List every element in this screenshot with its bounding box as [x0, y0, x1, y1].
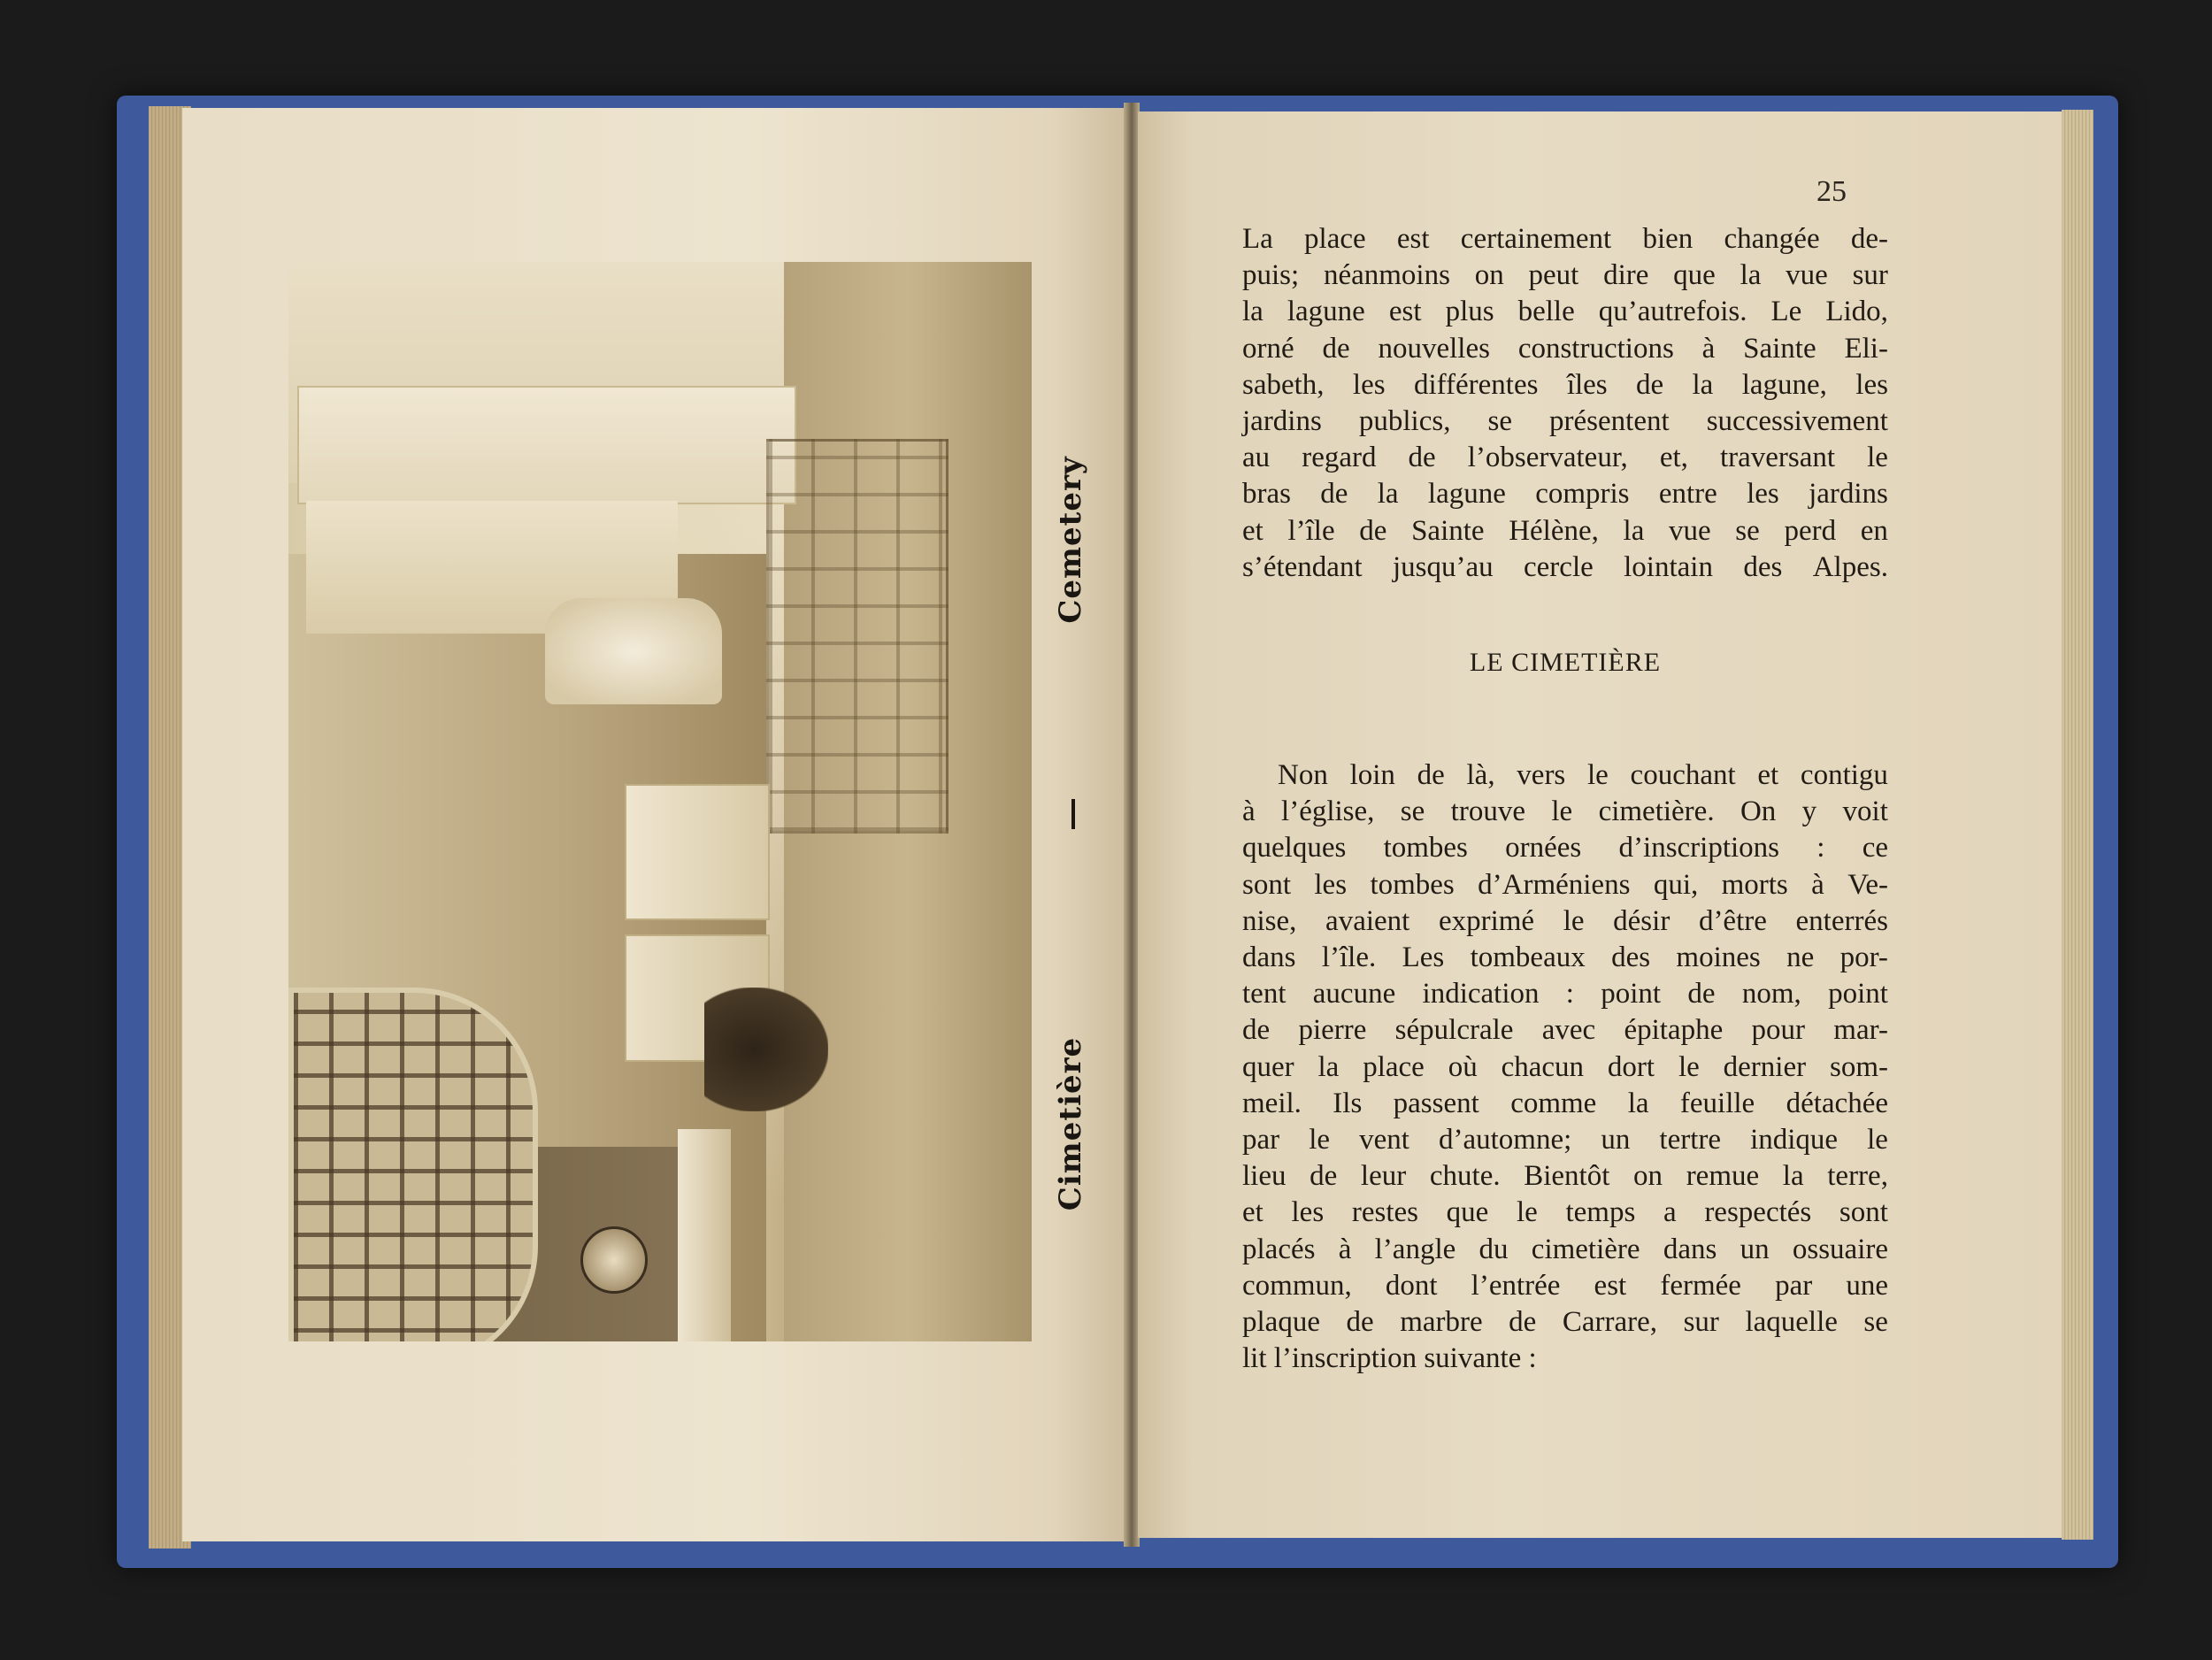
text-line: lieu de leur chute. Bientôt on remue la terre, [1242, 1160, 1888, 1193]
photo-round-plaque [580, 1226, 648, 1294]
text-line: Non loin de là, vers le couchant et contigu [1278, 759, 1888, 791]
text-line: La place est certainement bien changée de- [1242, 223, 1888, 255]
paragraph-1 [1242, 221, 1888, 586]
text-line: lit l’inscription suivante : [1242, 1342, 1537, 1375]
text-line: meil. Ils passent comme la feuille détachée [1242, 1087, 1888, 1119]
text-line: et l’île de Sainte Hélène, la vue se perd en [1242, 514, 1888, 547]
text-line: et les restes que le temps a respectés sont [1242, 1196, 1888, 1229]
text-line: sont les tombes d’Arméniens qui, morts à Ve- [1242, 868, 1888, 901]
paragraph-2 [1242, 757, 1888, 1377]
photo-monument [297, 386, 796, 504]
page-number: 25 [1816, 175, 1847, 208]
photo-iron-grille [766, 439, 949, 834]
text-line: quer la place où chacun dort le dernier som- [1242, 1050, 1888, 1083]
text-line: par le vent d’automne; un tertre indique le [1242, 1124, 1888, 1157]
cemetery-photograph [288, 262, 1032, 1341]
caption-english: Cemetery [1053, 456, 1088, 624]
photo-arched-window [288, 988, 538, 1341]
text-line: tent aucune indication : point de nom, point [1242, 978, 1888, 1011]
text-line: commun, dont l’entrée est fermée par une [1242, 1269, 1888, 1302]
text-line: quelques tombes ornées d’inscriptions : ce [1242, 832, 1888, 865]
photo-statue [545, 598, 722, 704]
photo-tombstone [625, 784, 770, 920]
text-line: à l’église, se trouve le cimetière. On y voit [1242, 795, 1888, 828]
photo-ledge [678, 1129, 731, 1341]
caption-french: Cimetière [1053, 1036, 1088, 1211]
text-line: puis; néanmoins on peut dire que la vue sur [1242, 259, 1888, 292]
text-line: jardins publics, se présentent successivement [1242, 405, 1888, 438]
text-line: de pierre sépulcrale avec épitaphe pour mar- [1242, 1014, 1888, 1047]
text-line: bras de la lagune compris entre les jardins [1242, 478, 1888, 511]
photo-seated-figure [704, 988, 828, 1111]
text-line: dans l’île. Les tombeaux des moines ne por- [1242, 941, 1888, 974]
right-page-edges [2062, 110, 2093, 1540]
text-line: s’étendant jusqu’au cercle lointain des Alpes. [1242, 550, 1888, 583]
text-line: au regard de l’observateur, et, traversant le [1242, 442, 1888, 474]
text-line: plaque de marbre de Carrare, sur laquelle se [1242, 1306, 1888, 1339]
text-line: sabeth, les différentes îles de la lagune, les [1242, 368, 1888, 401]
text-line: orné de nouvelles constructions à Sainte Eli- [1242, 332, 1888, 365]
section-heading: LE CIMETIÈRE [1469, 648, 1662, 677]
caption-separator [1071, 799, 1075, 829]
text-line: placés à l’angle du cimetière dans un ossuaire [1242, 1233, 1888, 1265]
text-line: la lagune est plus belle qu’autrefois. Le Lido, [1242, 296, 1888, 328]
text-line: nise, avaient exprimé le désir d’être enterrés [1242, 904, 1888, 937]
